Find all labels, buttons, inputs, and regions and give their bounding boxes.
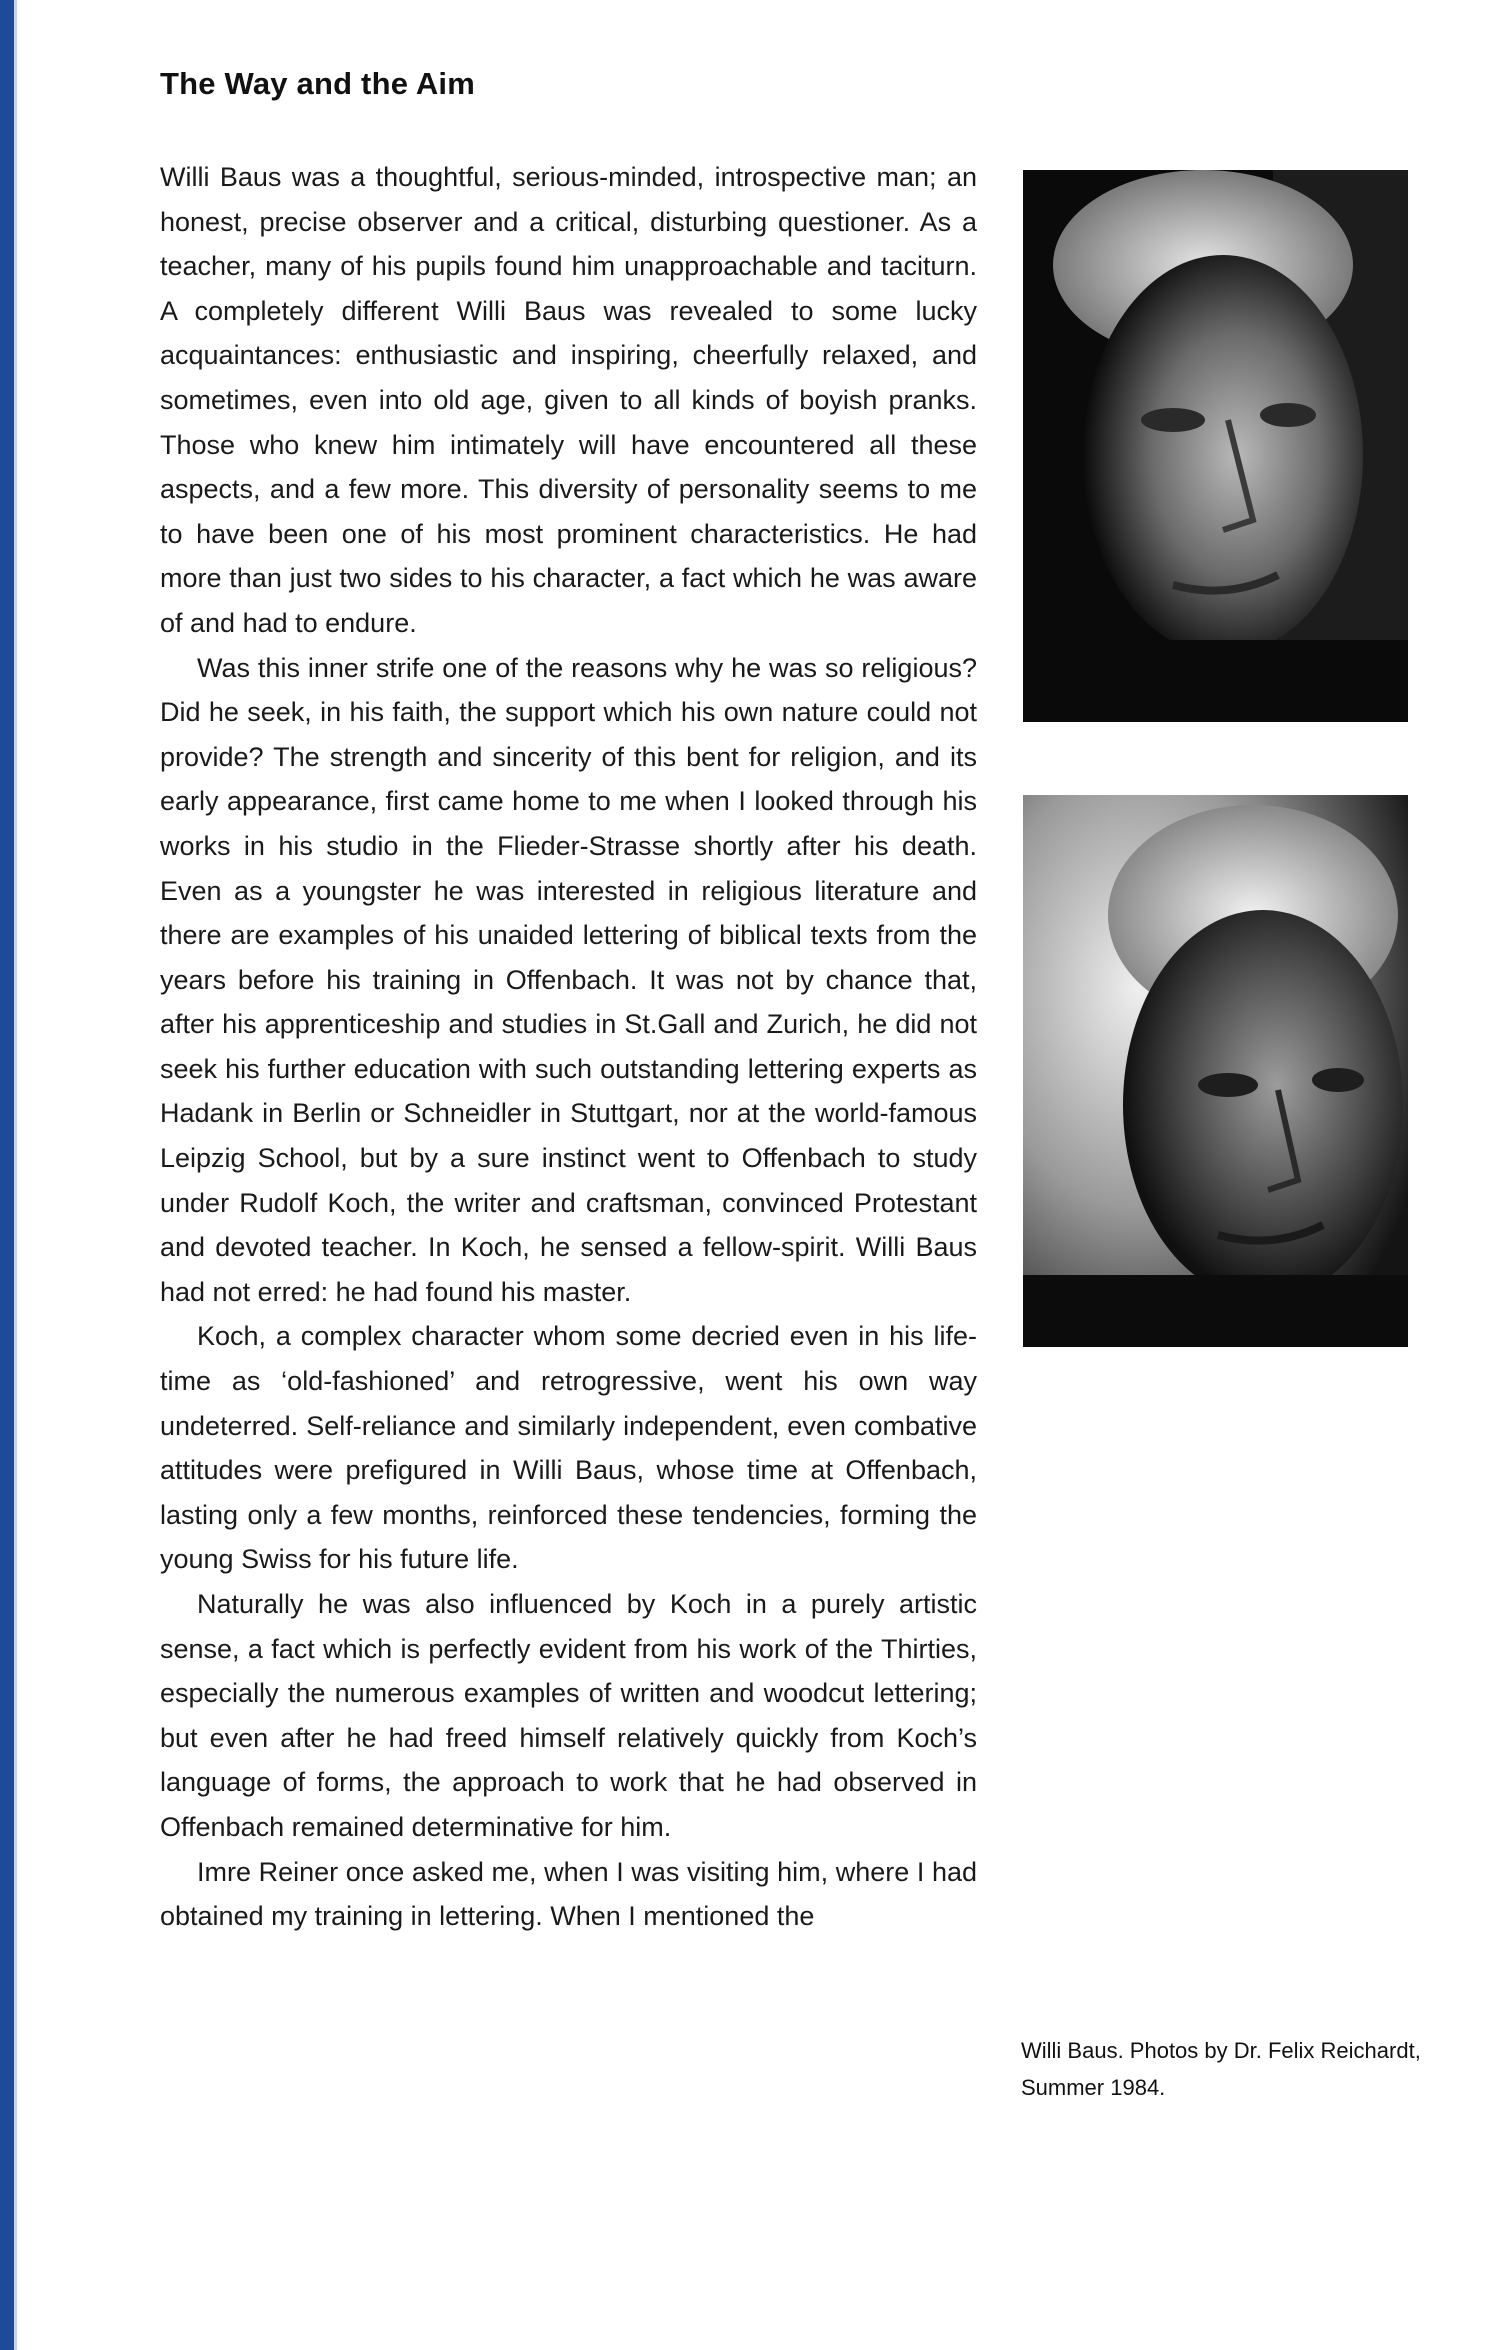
paragraph-1: Willi Baus was a thoughtful, serious-minded, introspective man; an honest, precise observer and a critical, disturbing questioner. As a teacher, many of his pupils found him unapproachable and taciturn. A completely different Willi Baus was revealed to some lucky acquaintances: enthusiastic and inspiring, cheerfully relaxed, and sometimes, even into old age, given to all kinds of boyish pranks. Those who knew him intimately will have encountered all these aspects, and a few more. This diversity of personality seems to me to have been one of his most prominent characteristics. He had more than just two sides to his character, a fact which he was aware of and had to endure.	[160, 162, 977, 638]
book-spine-edge	[0, 0, 14, 2350]
portrait-2-image	[1023, 795, 1408, 1347]
body-text	[160, 155, 977, 1939]
paragraph-5: Imre Reiner once asked me, when I was visiting him, where I had obtained my training in lettering. When I mentioned the	[160, 1856, 977, 1932]
portrait-1-image	[1023, 170, 1408, 722]
photo-caption: Willi Baus. Photos by Dr. Felix Reichardt, Summer 1984.	[1021, 2038, 1421, 2100]
paragraph-2: Was this inner strife one of the reasons why he was so religious? Did he seek, in his faith, the support which his own nature could not provide? The strength and sincerity of this bent for religion, and its early appearance, first came home to me when I looked through his works in his studio in the Flieder-Strasse shortly after his death. Even as a youngster he was interested in religious literature and there are examples of his unaided lettering of biblical texts from the years before his training in Offenbach. It was not by chance that, after his apprenticeship and studies in St.Gall and Zurich, he did not seek his further education with such outstanding lettering experts as Hadank in Berlin or Schneidler in Stuttgart, nor at the world-famous Leipzig School, but by a sure instinct went to Offenbach to study under Rudolf Koch, the writer and craftsman, convinced Protestant and devoted teacher. In Koch, he sensed a fellow-spirit. Willi Baus had not erred: he had found his master.	[160, 652, 977, 1307]
portrait-photo-2	[1023, 795, 1408, 1347]
page-title: The Way and the Aim	[160, 66, 475, 101]
paragraph-4: Naturally he was also influenced by Koch in a purely artistic sense, a fact which is perfectly evident from his work of the Thirties, especially the numerous examples of written and woodcut lettering; but even after he had freed himself relatively quickly from Koch’s language of forms, the approach to work that he had observed in Offenbach remained determinative for him.	[160, 1589, 977, 1842]
portrait-photo-1	[1023, 170, 1408, 722]
spine-highlight	[14, 0, 17, 2350]
paragraph-3: Koch, a complex character whom some decried even in his lifetime as ‘old-fashioned’ and retrogressive, went his own way undeterred. Self-reliance and similarly independent, even combative attitudes were prefigured in Willi Baus, whose time at Offenbach, lasting only a few months, reinforced these tendencies, forming the young Swiss for his future life.	[160, 1321, 977, 1575]
